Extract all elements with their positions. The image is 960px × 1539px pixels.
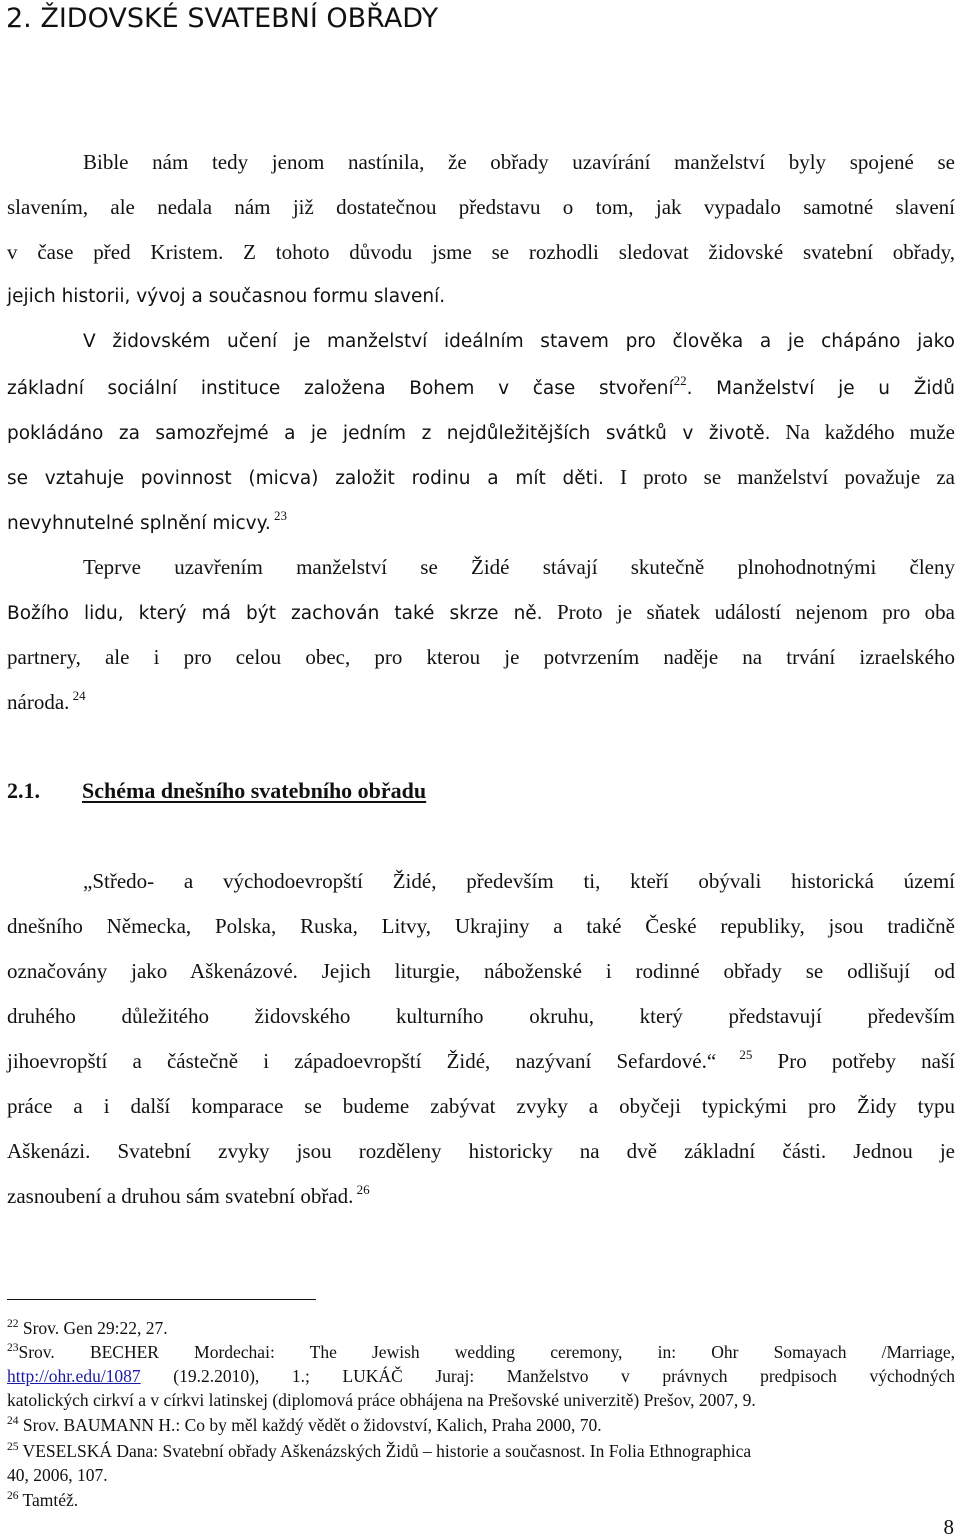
text-span: základní sociální instituce založena Bohem v čase stvoření bbox=[7, 378, 674, 399]
text-line bbox=[7, 1182, 955, 1210]
text-span: se vztahuje povinnost (micva) založit rodinu a mít děti. bbox=[7, 468, 604, 489]
text-line: Aškenázi. Svatební zvyky jsou rozděleny historicky na dvě základní části. Jednou je bbox=[7, 1139, 955, 1163]
text-span: Pro potřeby naší bbox=[752, 1049, 956, 1073]
text-line: v čase před Kristem. Z tohoto důvodu jsme se rozhodli sledovat židovské svatební obřady, bbox=[7, 240, 955, 264]
section-heading bbox=[7, 776, 426, 806]
text-line bbox=[7, 463, 955, 493]
footnote-text: Srov. BAUMANN H.: Co by měl každý vědět o židovství, Kalich, Praha 2000, 70. bbox=[18, 1415, 602, 1435]
text-line bbox=[7, 688, 955, 716]
text-span: jihoevropští a částečně i západoevropští Židé, nazývaní Sefardové.“ bbox=[7, 1049, 717, 1073]
text-line: Teprve uzavřením manželství se Židé stávají skutečně plnohodnotnými členy bbox=[83, 555, 955, 579]
footnote-23-line2 bbox=[7, 1365, 955, 1387]
text-line: jejich historii, vývoj a současnou formu slavení. bbox=[7, 286, 446, 307]
text-line: druhého důležitého židovského kulturního okruhu, který představují především bbox=[7, 1004, 955, 1028]
text-line: partnery, ale i pro celou obec, pro kterou je potvrzením naděje na trvání izraelského bbox=[7, 645, 955, 669]
footnote-23 bbox=[7, 1341, 955, 1363]
footnote-text: Srov. Gen 29:22, 27. bbox=[18, 1318, 168, 1338]
footnote-ref-26: 26 bbox=[353, 1182, 370, 1197]
footnote-22 bbox=[7, 1317, 955, 1339]
footnote-ref-24: 24 bbox=[69, 688, 86, 703]
text-line: V židovském učení je manželství ideálním stavem pro člověka a je chápáno jako bbox=[83, 331, 955, 352]
footnote-ref-23: 23 bbox=[270, 508, 288, 523]
page-number: 8 bbox=[943, 1515, 954, 1539]
text-line bbox=[7, 598, 955, 628]
text-line bbox=[7, 418, 955, 448]
footnote-23-line3: katolických cirkví a v církvi latinskej (diplomová práce obhájena na Prešovské univerzitě) Prešov, 2007, 9. bbox=[7, 1390, 756, 1410]
text-span: nevyhnutelné splnění micvy. bbox=[7, 513, 271, 534]
text-span: I proto se manželství považuje za bbox=[603, 465, 955, 489]
footnote-text: (19.2.2010), 1.; LUKÁČ Juraj: Manželstvo v právnych predpisoch východných bbox=[140, 1366, 955, 1386]
text-line bbox=[7, 1047, 955, 1075]
text-line bbox=[7, 373, 955, 403]
footnote-link[interactable]: http://ohr.edu/1087 bbox=[7, 1366, 141, 1386]
footnote-number: 25 bbox=[7, 1441, 19, 1453]
text-line: slavením, ale nedala nám již dostatečnou představu o tom, jak vypadalo samotné slavení bbox=[7, 195, 955, 219]
chapter-heading: 2. ŽIDOVSKÉ SVATEBNÍ OBŘADY bbox=[6, 3, 439, 34]
section-title: Schéma dnešního svatebního obřadu bbox=[82, 778, 427, 803]
footnote-text: Tamtéž. bbox=[18, 1490, 79, 1510]
footnote-26 bbox=[7, 1489, 955, 1511]
text-line: dnešního Německa, Polska, Ruska, Litvy, Ukrajiny a také České republiky, jsou tradičně bbox=[7, 914, 955, 938]
footnote-number: 22 bbox=[7, 1318, 19, 1330]
text-line: práce a i další komparace se budeme zabývat zvyky a obyčeji typickými pro Židy typu bbox=[7, 1094, 955, 1118]
section-number: 2.1. bbox=[7, 778, 40, 803]
text-span: pokládáno za samozřejmé a je jedním z nejdůležitějších svátků v životě. bbox=[7, 423, 771, 444]
text-span: Božího lidu, který má být zachován také skrze ně. bbox=[7, 603, 543, 624]
text-span: národa. bbox=[7, 690, 70, 714]
text-line: „Středo- a východoevropští Židé, především ti, kteří obývali historická území bbox=[83, 869, 955, 893]
footnote-25-line2: 40, 2006, 107. bbox=[7, 1465, 108, 1485]
text-line bbox=[7, 508, 955, 538]
footnote-number: 23 bbox=[7, 1342, 19, 1354]
footnote-number: 24 bbox=[7, 1415, 19, 1427]
footnote-separator bbox=[7, 1299, 316, 1300]
footnote-ref-25: 25 bbox=[716, 1047, 753, 1062]
footnote-text: Srov. BECHER Mordechai: The Jewish wedding ceremony, in: Ohr Somayach /Marriage, bbox=[18, 1342, 955, 1362]
footnote-25 bbox=[7, 1440, 955, 1462]
text-span: . Manželství je u Židů bbox=[686, 378, 955, 399]
text-span: Na každého muže bbox=[770, 420, 956, 444]
footnote-text: VESELSKÁ Dana: Svatební obřady Aškenázských Židů – historie a současnost. In Folia Ethnographica bbox=[18, 1441, 752, 1461]
footnote-ref-22: 22 bbox=[673, 373, 687, 388]
text-span: Proto je sňatek událostí nejenom pro oba bbox=[542, 600, 955, 624]
text-line: Bible nám tedy jenom nastínila, že obřady uzavírání manželství byly spojené se bbox=[83, 150, 955, 174]
text-span: zasnoubení a druhou sám svatební obřad. bbox=[7, 1184, 354, 1208]
footnote-number: 26 bbox=[7, 1490, 19, 1502]
text-line: označovány jako Aškenázové. Jejich liturgie, náboženské i rodinné obřady se odlišují od bbox=[7, 959, 955, 983]
footnote-24 bbox=[7, 1414, 955, 1436]
